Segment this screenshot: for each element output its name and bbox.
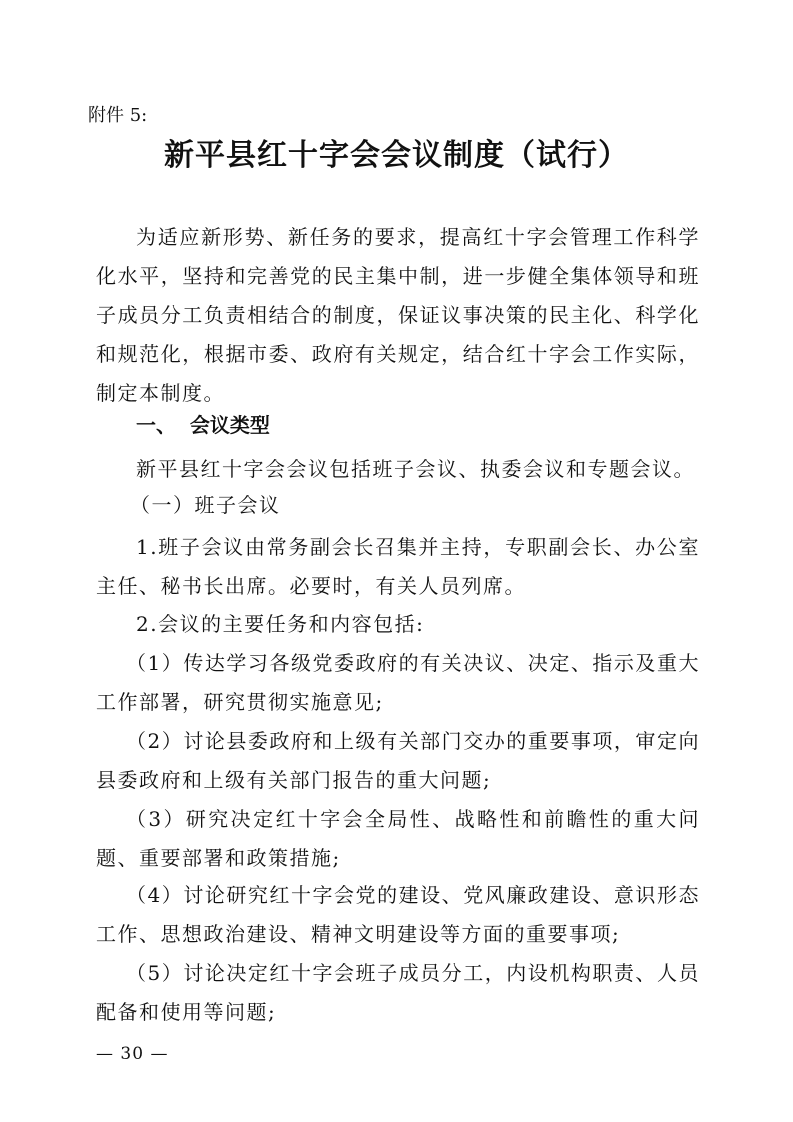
task-item-1: （1）传达学习各级党委政府的有关决议、决定、指示及重大工作部署，研究贯彻实施意见; [96,651,700,714]
numbered-paragraph-2: 2.会议的主要任务和内容包括: [136,612,425,636]
task-item-5: （5）讨论决定红十字会班子成员分工，内设机构职责、人员配备和使用等问题; [96,961,700,1024]
task-item-4: （4）讨论研究红十字会党的建设、党风廉政建设、意识形态工作、思想政治建设、精神文明建设等方面的重要事项; [96,883,700,946]
page-number: — 30 — [96,1044,169,1064]
attachment-label: 附件 5: [88,105,148,126]
task-item-2: （2）讨论县委政府和上级有关部门交办的重要事项，审定向县委政府和上级有关部门报告的重大问题; [96,729,700,792]
numbered-paragraph-1: 1.班子会议由常务副会长召集并主持，专职副会长、办公室主任、秘书长出席。必要时，有关人员列席。 [96,535,700,598]
document-title: 新平县红十字会会议制度（试行） [164,138,629,173]
intro-paragraph: 为适应新形势、新任务的要求，提高红十字会管理工作科学化水平，坚持和完善党的民主集中制，进一步健全集体领导和班子成员分工负责相结合的制度，保证议事决策的民主化、科学化和规范化，根据市委、政府有关规定，结合红十字会工作实际，制定本制度。 [96,225,700,405]
section-overview-paragraph: 新平县红十字会会议包括班子会议、执委会议和专题会议。 [136,457,695,481]
subsection-heading-leadership-meeting: （一）班子会议 [130,493,281,517]
section-heading-meeting-types: 一、 会议类型 [136,413,270,437]
task-item-3: （3）研究决定红十字会全局性、战略性和前瞻性的重大问题、重要部署和政策措施; [96,807,700,870]
